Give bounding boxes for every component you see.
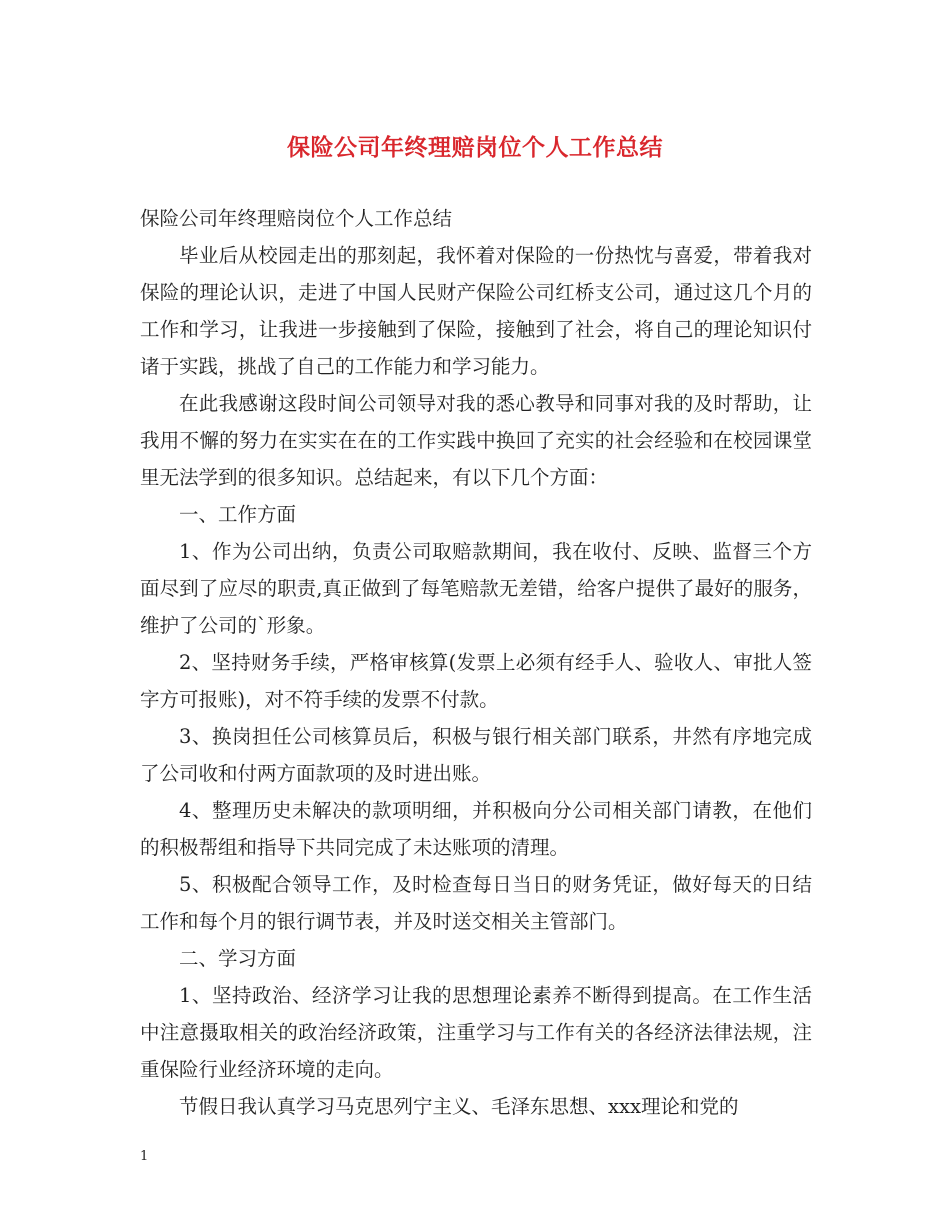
paragraph: 1、作为公司出纳，负责公司取赔款期间，我在收付、反映、监督三个方面尽到了应尽的职责,真正做到了每笔赔款无差错，给客户提供了最好的服务，维护了公司的`形象。 [140, 540, 812, 637]
paragraph: 在此我感谢这段时间公司领导对我的悉心教导和同事对我的及时帮助，让我用不懈的努力在实实在在的工作实践中换回了充实的社会经验和在校园课堂里无法学到的很多知识。总结起来，有以下几个方面： [140, 392, 812, 489]
document-title: 保险公司年终理赔岗位个人工作总结 [287, 135, 663, 161]
paragraph: 1、坚持政治、经济学习让我的思想理论素养不断得到提高。在工作生活中注意摄取相关的政治经济政策，注重学习与工作有关的各经济法律法规，注重保险行业经济环境的走向。 [140, 984, 812, 1081]
document-body [140, 200, 812, 1125]
paragraph-subtitle: 保险公司年终理赔岗位个人工作总结 [140, 207, 453, 230]
paragraph: 4、整理历史未解决的款项明细，并积极向分公司相关部门请教，在他们的积极帮组和指导下共同完成了未达账项的清理。 [140, 799, 812, 859]
paragraph: 毕业后从校园走出的那刻起，我怀着对保险的一份热忱与喜爱，带着我对保险的理论认识，走进了中国人民财产保险公司红桥支公司，通过这几个月的工作和学习，让我进一步接触到了保险，接触到了社会，将自己的理论知识付诸于实践，挑战了自己的工作能力和学习能力。 [140, 244, 812, 378]
paragraph: 节假日我认真学习马克思列宁主义、毛泽东思想、xxx理论和党的 [179, 1095, 739, 1118]
page-number: 1 [140, 1149, 149, 1164]
paragraph: 2、坚持财务手续，严格审核算(发票上必须有经手人、验收人、审批人签字方可报账)，对不符手续的发票不付款。 [140, 651, 812, 711]
paragraph: 3、换岗担任公司核算员后，积极与银行相关部门联系，井然有序地完成了公司收和付两方面款项的及时进出账。 [140, 725, 812, 785]
paragraph: 5、积极配合领导工作，及时检查每日当日的财务凭证，做好每天的日结工作和每个月的银行调节表，并及时送交相关主管部门。 [140, 873, 812, 933]
section-heading-study: 二、学习方面 [179, 947, 297, 970]
section-heading-work: 一、工作方面 [179, 503, 297, 526]
